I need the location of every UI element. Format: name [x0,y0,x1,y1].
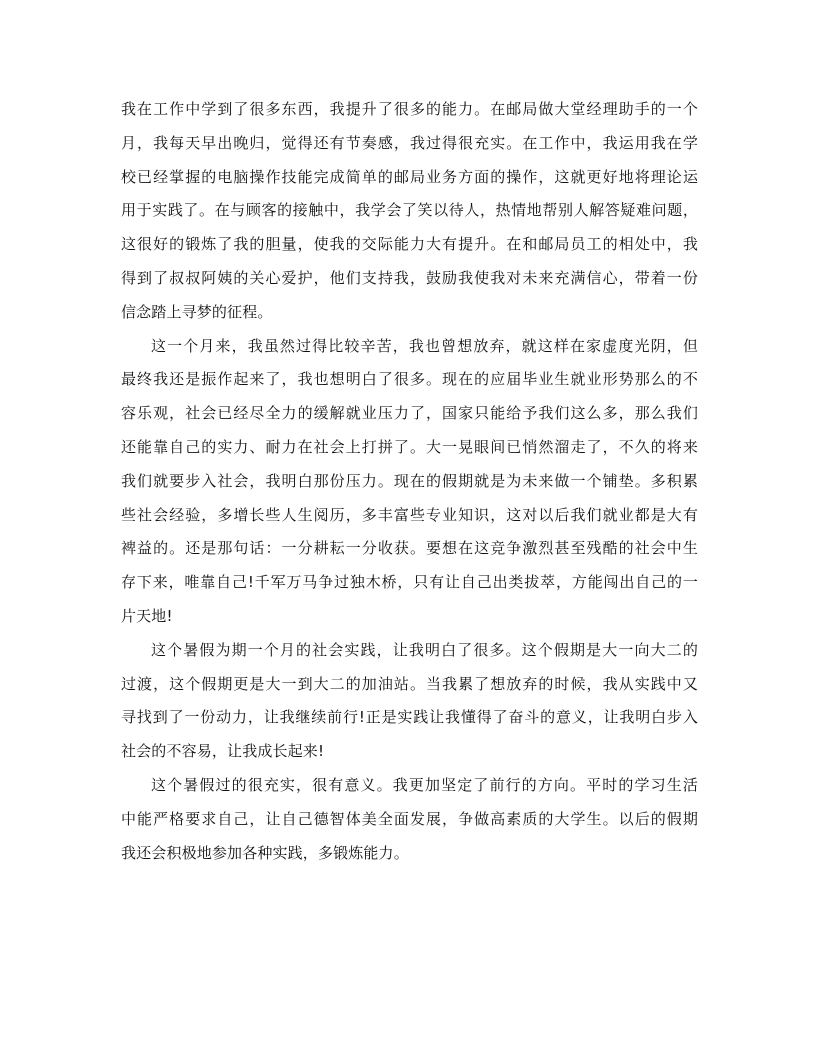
text-line: 些社会经验，多增长些人生阅历，多丰富些专业知识，这对以后我们就业都是大有 [121,505,698,524]
paragraph-1 [121,93,698,330]
text-line: 得到了叔叔阿姨的关心爱护，他们支持我，鼓励我使我对未来充满信心，带着一份 [121,268,698,287]
text-line: 校已经掌握的电脑操作技能完成简单的邮局业务方面的操作，这就更好地将理论运 [121,167,698,186]
paragraph-4 [121,769,698,870]
text-line: 存下来，唯靠自己!千军万马争过独木桥，只有让自己出类拔萃，方能闯出自己的一 [121,573,698,592]
text-line: 还能靠自己的实力、耐力在社会上打拼了。大一晃眼间已悄然溜走了，不久的将来 [121,437,698,456]
text-line: 中能严格要求自己，让自己德智体美全面发展，争做高素质的大学生。以后的假期 [121,809,698,828]
text-line: 这个暑假过的很充实，很有意义。我更加坚定了前行的方向。平时的学习生活 [151,775,698,794]
text-line: 社会的不容易，让我成长起来! [121,742,325,761]
text-line: 我在工作中学到了很多东西，我提升了很多的能力。在邮局做大堂经理助手的一个 [121,100,698,118]
paragraph-3 [121,634,698,769]
text-line: 我们就要步入社会，我明白那份压力。现在的假期就是为未来做一个铺垫。多积累 [121,471,698,490]
text-line: 片天地! [121,606,173,625]
text-line: 裨益的。还是那句话：一分耕耘一分收获。要想在这竞争激烈甚至残酷的社会中生 [121,539,698,558]
text-line: 这个暑假为期一个月的社会实践，让我明白了很多。这个假期是大一向大二的 [151,640,698,659]
text-line: 过渡，这个假期更是大一到大二的加油站。当我累了想放弃的时候，我从实践中又 [121,674,698,693]
text-line: 容乐观，社会已经尽全力的缓解就业压力了，国家只能给予我们这么多，那么我们 [121,404,698,423]
text-line: 用于实践了。在与顾客的接触中，我学会了笑以待人，热情地帮别人解答疑难问题， [121,201,698,220]
text-line: 月，我每天早出晚归，觉得还有节奏感，我过得很充实。在工作中，我运用我在学 [121,133,698,152]
paragraph-2 [121,330,698,634]
text-line: 这一个月来，我虽然过得比较辛苦，我也曾想放弃，就这样在家虚度光阴，但 [151,336,698,355]
text-line: 寻找到了一份动力，让我继续前行!正是实践让我懂得了奋斗的意义，让我明白步入 [121,708,698,727]
text-line: 最终我还是振作起来了，我也想明白了很多。现在的应届毕业生就业形势那么的不 [121,370,698,389]
text-line: 信念踏上寻梦的征程。 [121,302,273,321]
text-line: 这很好的锻炼了我的胆量，使我的交际能力大有提升。在和邮局员工的相处中，我 [121,235,698,254]
text-line: 我还会积极地参加各种实践，多锻炼能力。 [121,843,409,862]
document-body [121,93,698,870]
